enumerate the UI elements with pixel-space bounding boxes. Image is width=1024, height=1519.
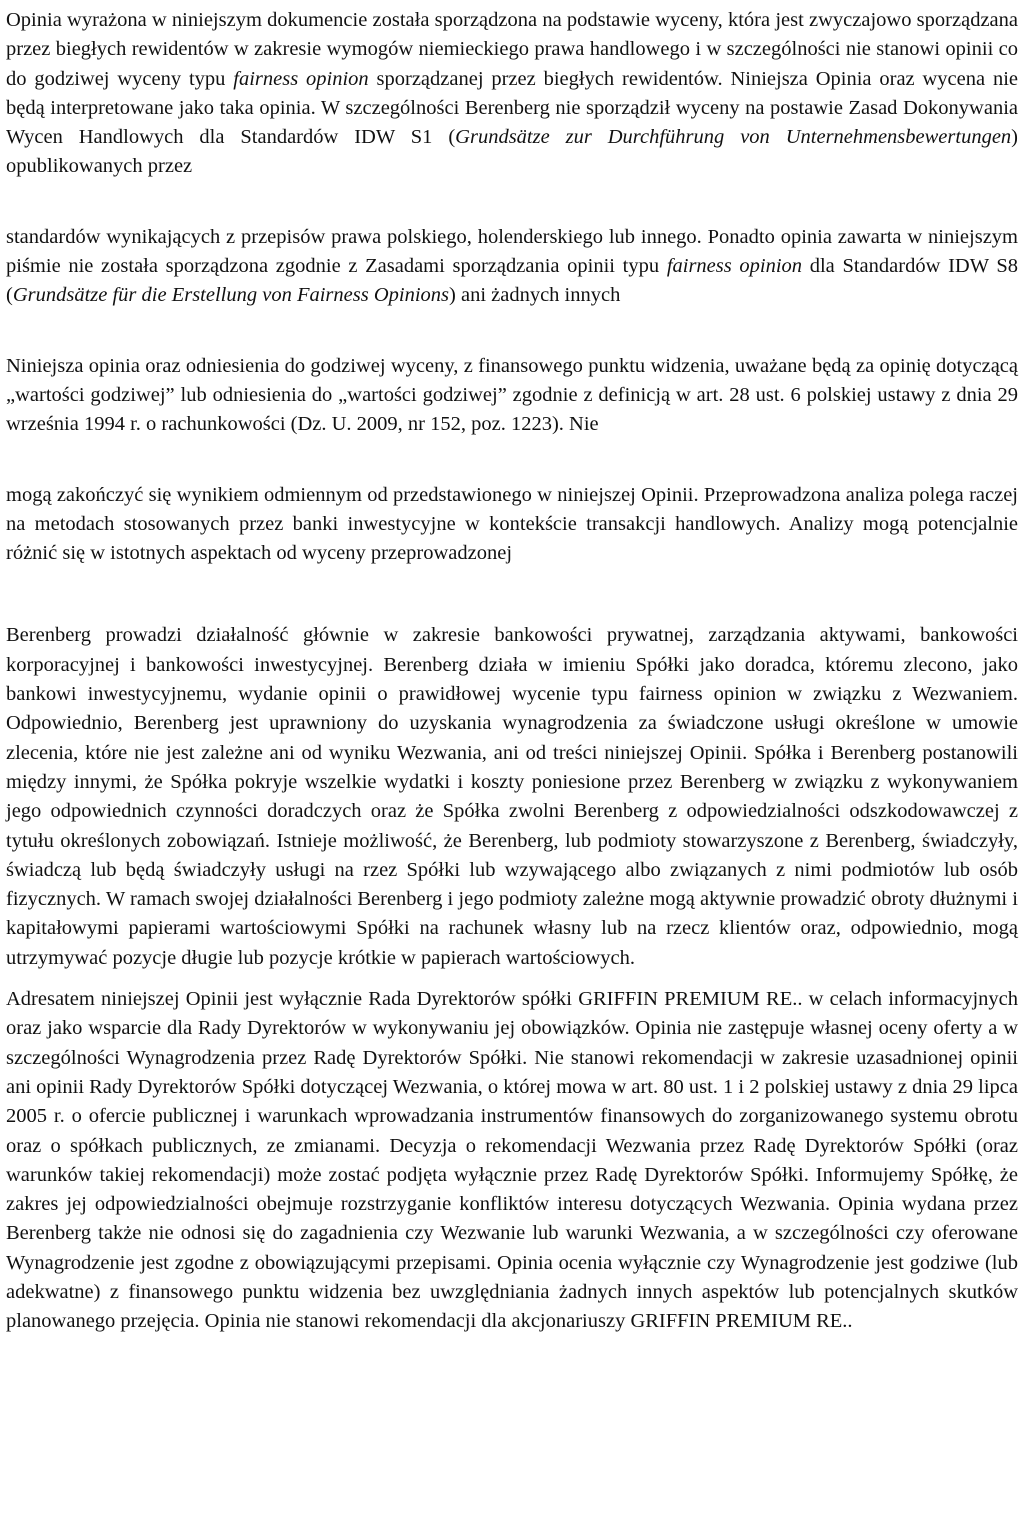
paragraph-text: ) ani żadnych innych [449, 284, 621, 307]
paragraph-text: sporządzanej przez biegłych rewidentów. Niniejsza Opinia oraz wycena nie będą interpretowane jako taka opinia. W szczególności Berenberg nie sporządził wyceny na postawie Zasad Dokonywania Wycen Handlowych dla Standardów IDW S1 ( [6, 67, 1018, 149]
paragraph-text: Opinia wyrażona w niniejszym dokumencie została sporządzona na podstawie wyceny, która jest zwyczajowo sporządzana przez biegłych rewidentów w zakresie wymogów niemieckiego prawa handlowego i w szczególności nie stanowi opinii co do godziwej wyceny typu [6, 9, 1018, 90]
paragraph-text: standardów wynikających z przepisów prawa polskiego, holenderskiego lub innego. Ponadto opinia zawarta w niniejszym piśmie nie została sporządzona zgodnie z Zasadami sporządzania opinii typu [6, 225, 1018, 278]
paragraph-standards [6, 223, 1018, 311]
paragraph-italic-term: fairness opinion [233, 67, 369, 90]
paragraph-italic-term: fairness opinion [666, 255, 803, 278]
paragraph-berenberg-activity [6, 621, 1018, 973]
paragraph-text: dla Standardów IDW S8 ( [6, 255, 1019, 307]
paragraph-fair-value [6, 352, 1018, 440]
paragraph-text: ) opublikowanych przez [6, 126, 1018, 178]
paragraph-text: Niniejsza opinia oraz odniesienia do godziwej wyceny, z finansowego punktu widzenia, uważane będą za opinię dotyczącą „wartości godziwej” lub odniesienia do „wartości godziwej” zgodnie z definicją w art. 28 ust. 6 polskiej ustawy z dnia 29 września 1994 r. o rachunkowości (Dz. U. 2009, nr 152, poz. 1223). Nie [6, 354, 1018, 436]
paragraph-text: Berenberg prowadzi działalność głównie w zakresie bankowości prywatnej, zarządzania aktywami, bankowości korporacyjnej i bankowości inwestycyjnej. Berenberg działa w imieniu Spółki jako doradca, któremu zlecono, jako bankowi inwestycyjnemu, wydanie opinii o prawidłowej wycenie typu fairness opinion w związku z Wezwaniem. Odpowiednio, Berenberg jest uprawniony do uzyskania wynagrodzenia za świadczone usługi określone w umowie zlecenia, które nie jest zależne ani od wyniku Wezwania, ani od treści niniejszej Opinii. Spółka i Berenberg postanowili między innymi, że Spółka pokryje wszelkie wydatki i koszty poniesione przez Berenberg w związku z wykonywaniem jego odpowiednich czynności doradczych oraz że Spółka zwolni Berenberg z odpowiedzialności odszkodowawczej z tytułu określonych zobowiązań. Istnieje możliwość, że Berenberg, lub podmioty stowarzyszone z Berenberg, świadczyły, świadczą lub będą świadczyły usługi na rzez Spółki lub wzywającego albo związanych z nimi podmiotów lub osób fizycznych. W ramach swojej działalności Berenberg i jego podmioty zależne mogą aktywnie prowadzić obroty dłużnymi i kapitałowymi papierami wartościowymi Spółki na rachunek własny lub na rzecz klientów oraz, odpowiednio, mogą utrzymywać pozycje długie lub pozycje krótkie w papierach wartościowych. [6, 624, 1018, 969]
paragraph-valuation-basis [6, 0, 1018, 182]
paragraph-addressee [6, 985, 1018, 1337]
paragraph-italic-term: Grundsätze zur Durchführung von Unternehmensbewertungen [455, 126, 1012, 149]
paragraph-text: mogą zakończyć się wynikiem odmiennym od przedstawionego w niniejszej Opinii. Przeprowadzona analiza polega raczej na metodach stosowanych przez banki inwestycyjne w kontekście transakcji handlowych. Analizy mogą potencjalnie różnić się w istotnych aspektach od wyceny przeprowadzonej [6, 483, 1018, 565]
document-page [6, 0, 1018, 1337]
paragraph-text: Adresatem niniejszej Opinii jest wyłącznie Rada Dyrektorów spółki GRIFFIN PREMIUM RE.. w celach informacyjnych oraz jako wsparcie dla Rady Dyrektorów w wykonywaniu jej obowiązków. Opinia nie zastępuje własnej oceny oferty a w szczególności Wynagrodzenia przez Radę Dyrektorów Spółki. Nie stanowi rekomendacji w zakresie uzasadnionej opinii ani opinii Rady Dyrektorów Spółki dotyczącej Wezwania, o której mowa w art. 80 ust. 1 i 2 polskiej ustawy z dnia 29 lipca 2005 r. o ofercie publicznej i warunkach wprowadzania instrumentów finansowych do zorganizowanego systemu obrotu oraz o spółkach publicznych, ze zmianami. Decyzja o rekomendacji Wezwania przez Radę Dyrektorów Spółki (oraz warunków takiej rekomendacji) może zostać podjęta wyłącznie przez Radę Dyrektorów Spółki. Informujemy Spółkę, że zakres jej odpowiedzialności obejmuje rozstrzyganie konfliktów interesu dotyczących Wezwania. Opinia wydana przez Berenberg także nie odnosi się do zagadnienia czy Wezwanie lub warunki Wezwania, a w szczególności czy oferowane Wynagrodzenie jest zgodne z obowiązującymi przepisami. Opinia ocenia wyłącznie czy Wynagrodzenie jest godziwe (lub adekwatne) z finansowego punktu widzenia bez uwzględniania żadnych innych aspektów lub potencjalnych skutków planowanego przejęcia. Opinia nie stanowi rekomendacji dla akcjonariuszy GRIFFIN PREMIUM RE.. [6, 988, 1018, 1333]
paragraph-analysis-methods [6, 481, 1018, 569]
paragraph-italic-term: Grundsätze für die Erstellung von Fairness Opinions [12, 284, 450, 307]
